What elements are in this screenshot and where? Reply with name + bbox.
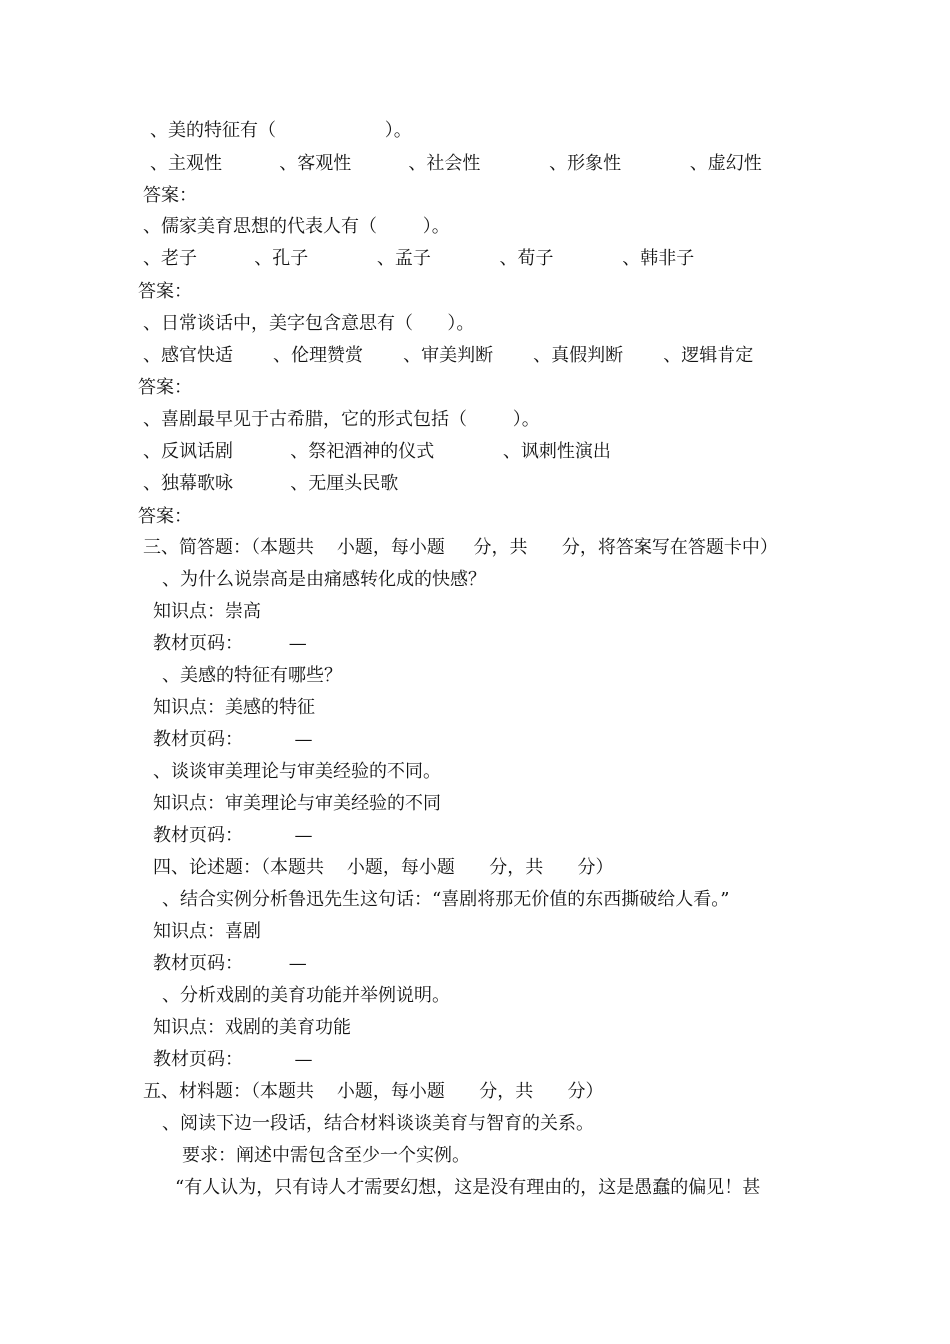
answer-label: 答案： (138, 506, 192, 527)
q-aesthetic-feeling: 、美感的特征有哪些？ (162, 665, 342, 686)
knowledge-point: 知识点：美感的特征 (153, 697, 315, 718)
textbook-page: 教材页码： — (153, 729, 313, 750)
section-material-heading: 五、材料题：（本题共 小题，每小题 分，共 分） (143, 1081, 604, 1102)
q-material-requirement: 要求：阐述中需包含至少一个实例。 (182, 1145, 470, 1166)
q-comedy-options-2: 、独幕歌咏 、无厘头民歌 (143, 473, 399, 494)
answer-label: 答案： (138, 281, 192, 302)
knowledge-point: 知识点：审美理论与审美经验的不同 (153, 793, 441, 814)
q-comedy-options-1: 、反讽话剧 、祭祀酒神的仪式 、讽刺性演出 (143, 441, 611, 462)
textbook-page: 教材页码： — (153, 953, 307, 974)
answer-label: 答案： (143, 185, 197, 206)
q-comedy-forms: 、喜剧最早见于古希腊，它的形式包括（ ）。 (143, 409, 540, 430)
section-short-answer-heading: 三、简答题：（本题共 小题，每小题 分，共 分，将答案写在答题卡中） (143, 537, 778, 558)
q-theory-vs-experience: 、谈谈审美理论与审美经验的不同。 (153, 761, 441, 782)
q-beauty-features: 、美的特征有（ ）。 (150, 120, 412, 141)
q-beauty-features-options: 、主观性 、客观性 、社会性 、形象性 、虚幻性 (150, 153, 762, 174)
textbook-page: 教材页码： — (153, 633, 307, 654)
q-drama-function: 、分析戏剧的美育功能并举例说明。 (162, 985, 450, 1006)
q-confucian-options: 、老子 、孔子 、孟子 、荀子 、韩非子 (143, 248, 695, 269)
knowledge-point: 知识点：喜剧 (153, 921, 261, 942)
q-material-prompt: 、阅读下边一段话，结合材料谈谈美育与智育的关系。 (162, 1113, 594, 1134)
section-essay-heading: 四、论述题：（本题共 小题，每小题 分，共 分） (153, 857, 614, 878)
q-material-quote: “有人认为，只有诗人才需要幻想，这是没有理由的，这是愚蠢的偏见！甚 (175, 1177, 761, 1198)
q-daily-meaning: 、日常谈话中，美字包含意思有（ ）。 (143, 313, 475, 334)
answer-label: 答案： (138, 377, 192, 398)
q-luxun-comedy: 、结合实例分析鲁迅先生这句话：“喜剧将那无价值的东西撕破给人看。” (162, 889, 730, 910)
knowledge-point: 知识点：戏剧的美育功能 (153, 1017, 351, 1038)
q-confucian-representatives: 、儒家美育思想的代表人有（ ）。 (143, 216, 450, 237)
q-daily-meaning-options: 、感官快适 、伦理赞赏 、审美判断 、真假判断 、逻辑肯定 (143, 345, 754, 366)
q-sublime: 、为什么说崇高是由痛感转化成的快感？ (162, 569, 486, 590)
textbook-page: 教材页码： — (153, 825, 313, 846)
textbook-page: 教材页码： — (153, 1049, 313, 1070)
knowledge-point: 知识点：崇高 (153, 601, 261, 622)
